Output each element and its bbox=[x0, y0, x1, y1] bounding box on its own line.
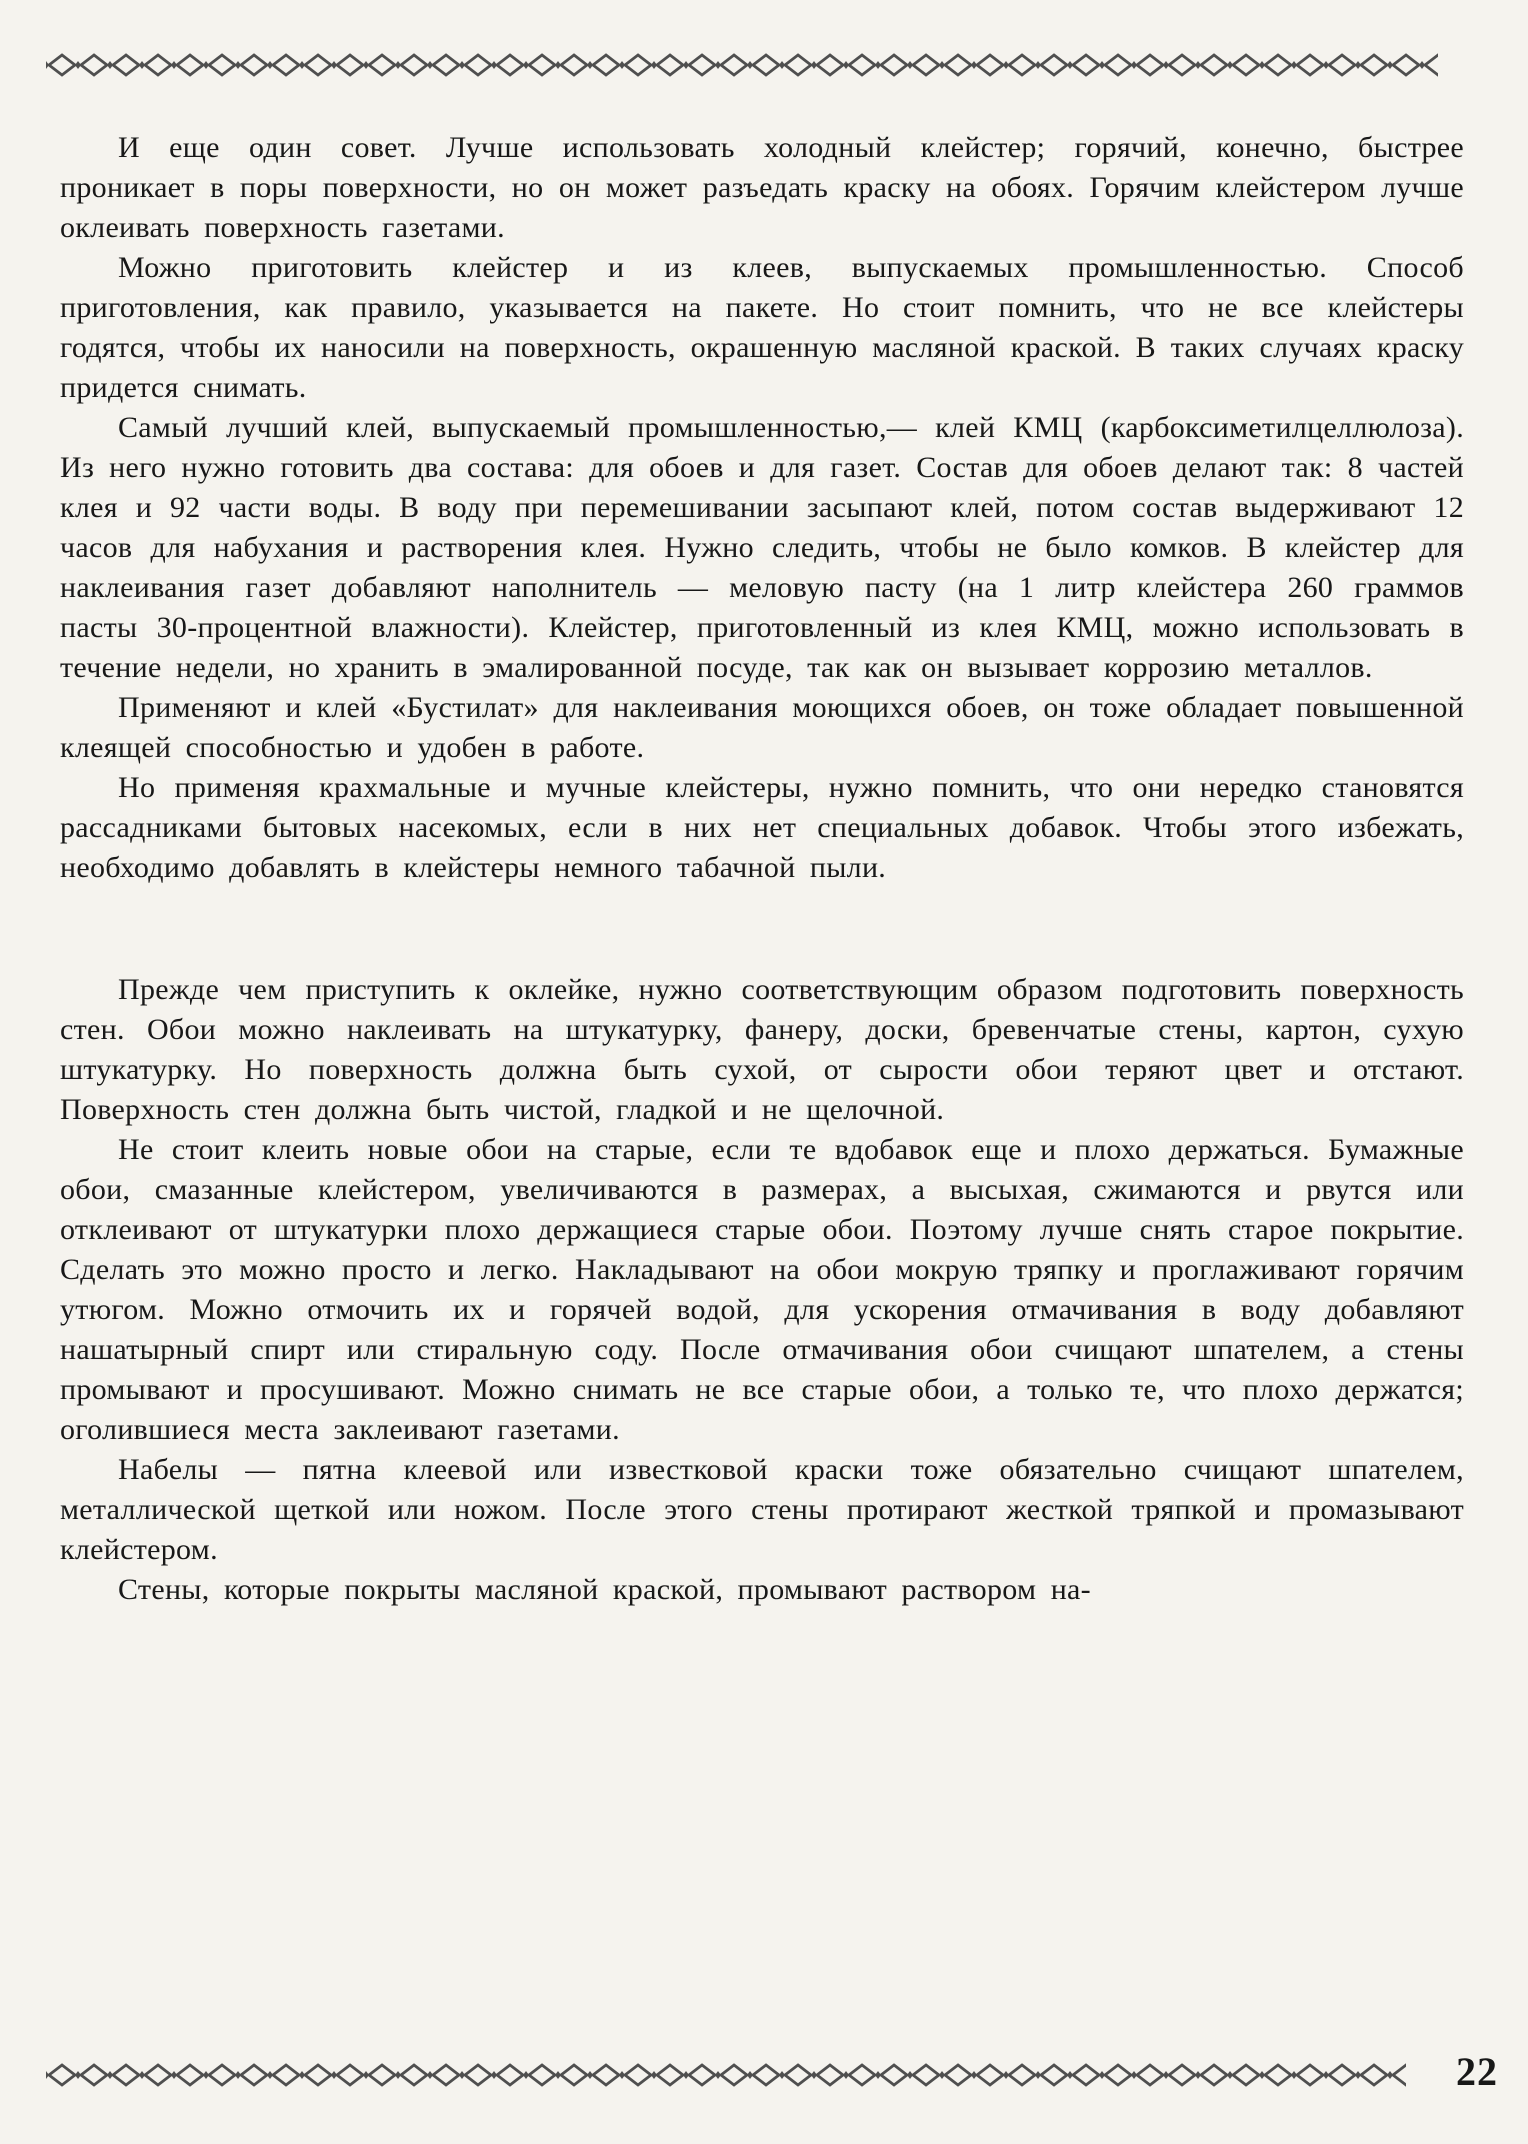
paragraph: Прежде чем приступить к оклейке, нужно соответствующим образом подготовить поверхность стен. Обои можно наклеивать на штукатурку, фанеру, доски, бревенчатые стены, картон, сухую штукатурку. Но поверхность должна быть сухой, от сырости обои теряют цвет и отстают. Поверхность стен должна быть чистой, гладкой и не щелочной. bbox=[60, 973, 1464, 1126]
paragraph: Не стоит клеить новые обои на старые, если те вдобавок еще и плохо держаться. Бумажные обои, смазанные клейстером, увеличиваются в размерах, а высыхая, сжимаются и рвутся или отклеивают от штукатурки плохо держащиеся старые обои. Поэтому лучше снять старое покрытие. Сделать это можно просто и легко. Накладывают на обои мокрую тряпку и проглаживают горячим утюгом. Можно отмочить их и горячей водой, для ускорения отмачивания в воду добавляют нашатырный спирт или стиральную соду. После отмачивания обои счищают шпателем, а стены промывают и просушивают. Можно снимать не все старые обои, а только те, что плохо держатся; оголившиеся места заклеивают газетами. bbox=[60, 1133, 1464, 1446]
section-wall-preparation bbox=[60, 970, 1464, 1610]
paragraph: Можно приготовить клейстер и из клеев, выпускаемых промышленностью. Способ приготовления, как правило, указывается на пакете. Но стоит помнить, что не все клейстеры годятся, чтобы их наносили на поверхность, окрашенную масляной краской. В таких случаях краску придется снимать. bbox=[60, 251, 1464, 404]
paragraph: Применяют и клей «Бустилат» для наклеивания моющихся обоев, он тоже обладает повышенной клеящей способностью и удобен в работе. bbox=[60, 691, 1464, 764]
diamond-chain-border-top-icon bbox=[46, 52, 1438, 78]
paragraph: Самый лучший клей, выпускаемый промышленностью,— клей КМЦ (карбоксиметилцеллюлоза). Из него нужно готовить два состава: для обоев и для газет. Состав для обоев делают так: 8 частей клея и 92 части воды. В воду при перемешивании засыпают клей, потом состав выдерживают 12 часов для набухания и растворения клея. Нужно следить, чтобы не было комков. В клейстер для наклеивания газет добавляют наполнитель — меловую пасту (на 1 литр клейстера 260 граммов пасты 30-процентной влажности). Клейстер, приготовленный из клея КМЦ, можно использовать в течение недели, но хранить в эмалированной посуде, так как он вызывает коррозию металлов. bbox=[60, 411, 1464, 684]
page-text bbox=[60, 128, 1464, 1610]
section-glue-advice bbox=[60, 128, 1464, 888]
page-number: 22 bbox=[1456, 2049, 1498, 2094]
diamond-chain-border-bottom-icon bbox=[46, 2062, 1406, 2088]
paragraph: И еще один совет. Лучше использовать холодный клейстер; горячий, конечно, быстрее проникает в поры поверхности, но он может разъедать краску на обоях. Горячим клейстером лучше оклеивать поверхность газетами. bbox=[60, 131, 1464, 244]
paragraph: Набелы — пятна клеевой или известковой краски тоже обязательно счищают шпателем, металлической щеткой или ножом. После этого стены протирают жесткой тряпкой и промазывают клейстером. bbox=[60, 1453, 1464, 1566]
paragraph: Стены, которые покрыты масляной краской, промывают раствором на- bbox=[118, 1573, 1091, 1606]
paragraph: Но применяя крахмальные и мучные клейстеры, нужно помнить, что они нередко становятся рассадниками бытовых насекомых, если в них нет специальных добавок. Чтобы этого избежать, необходимо добавлять в клейстеры немного табачной пыли. bbox=[60, 771, 1464, 884]
